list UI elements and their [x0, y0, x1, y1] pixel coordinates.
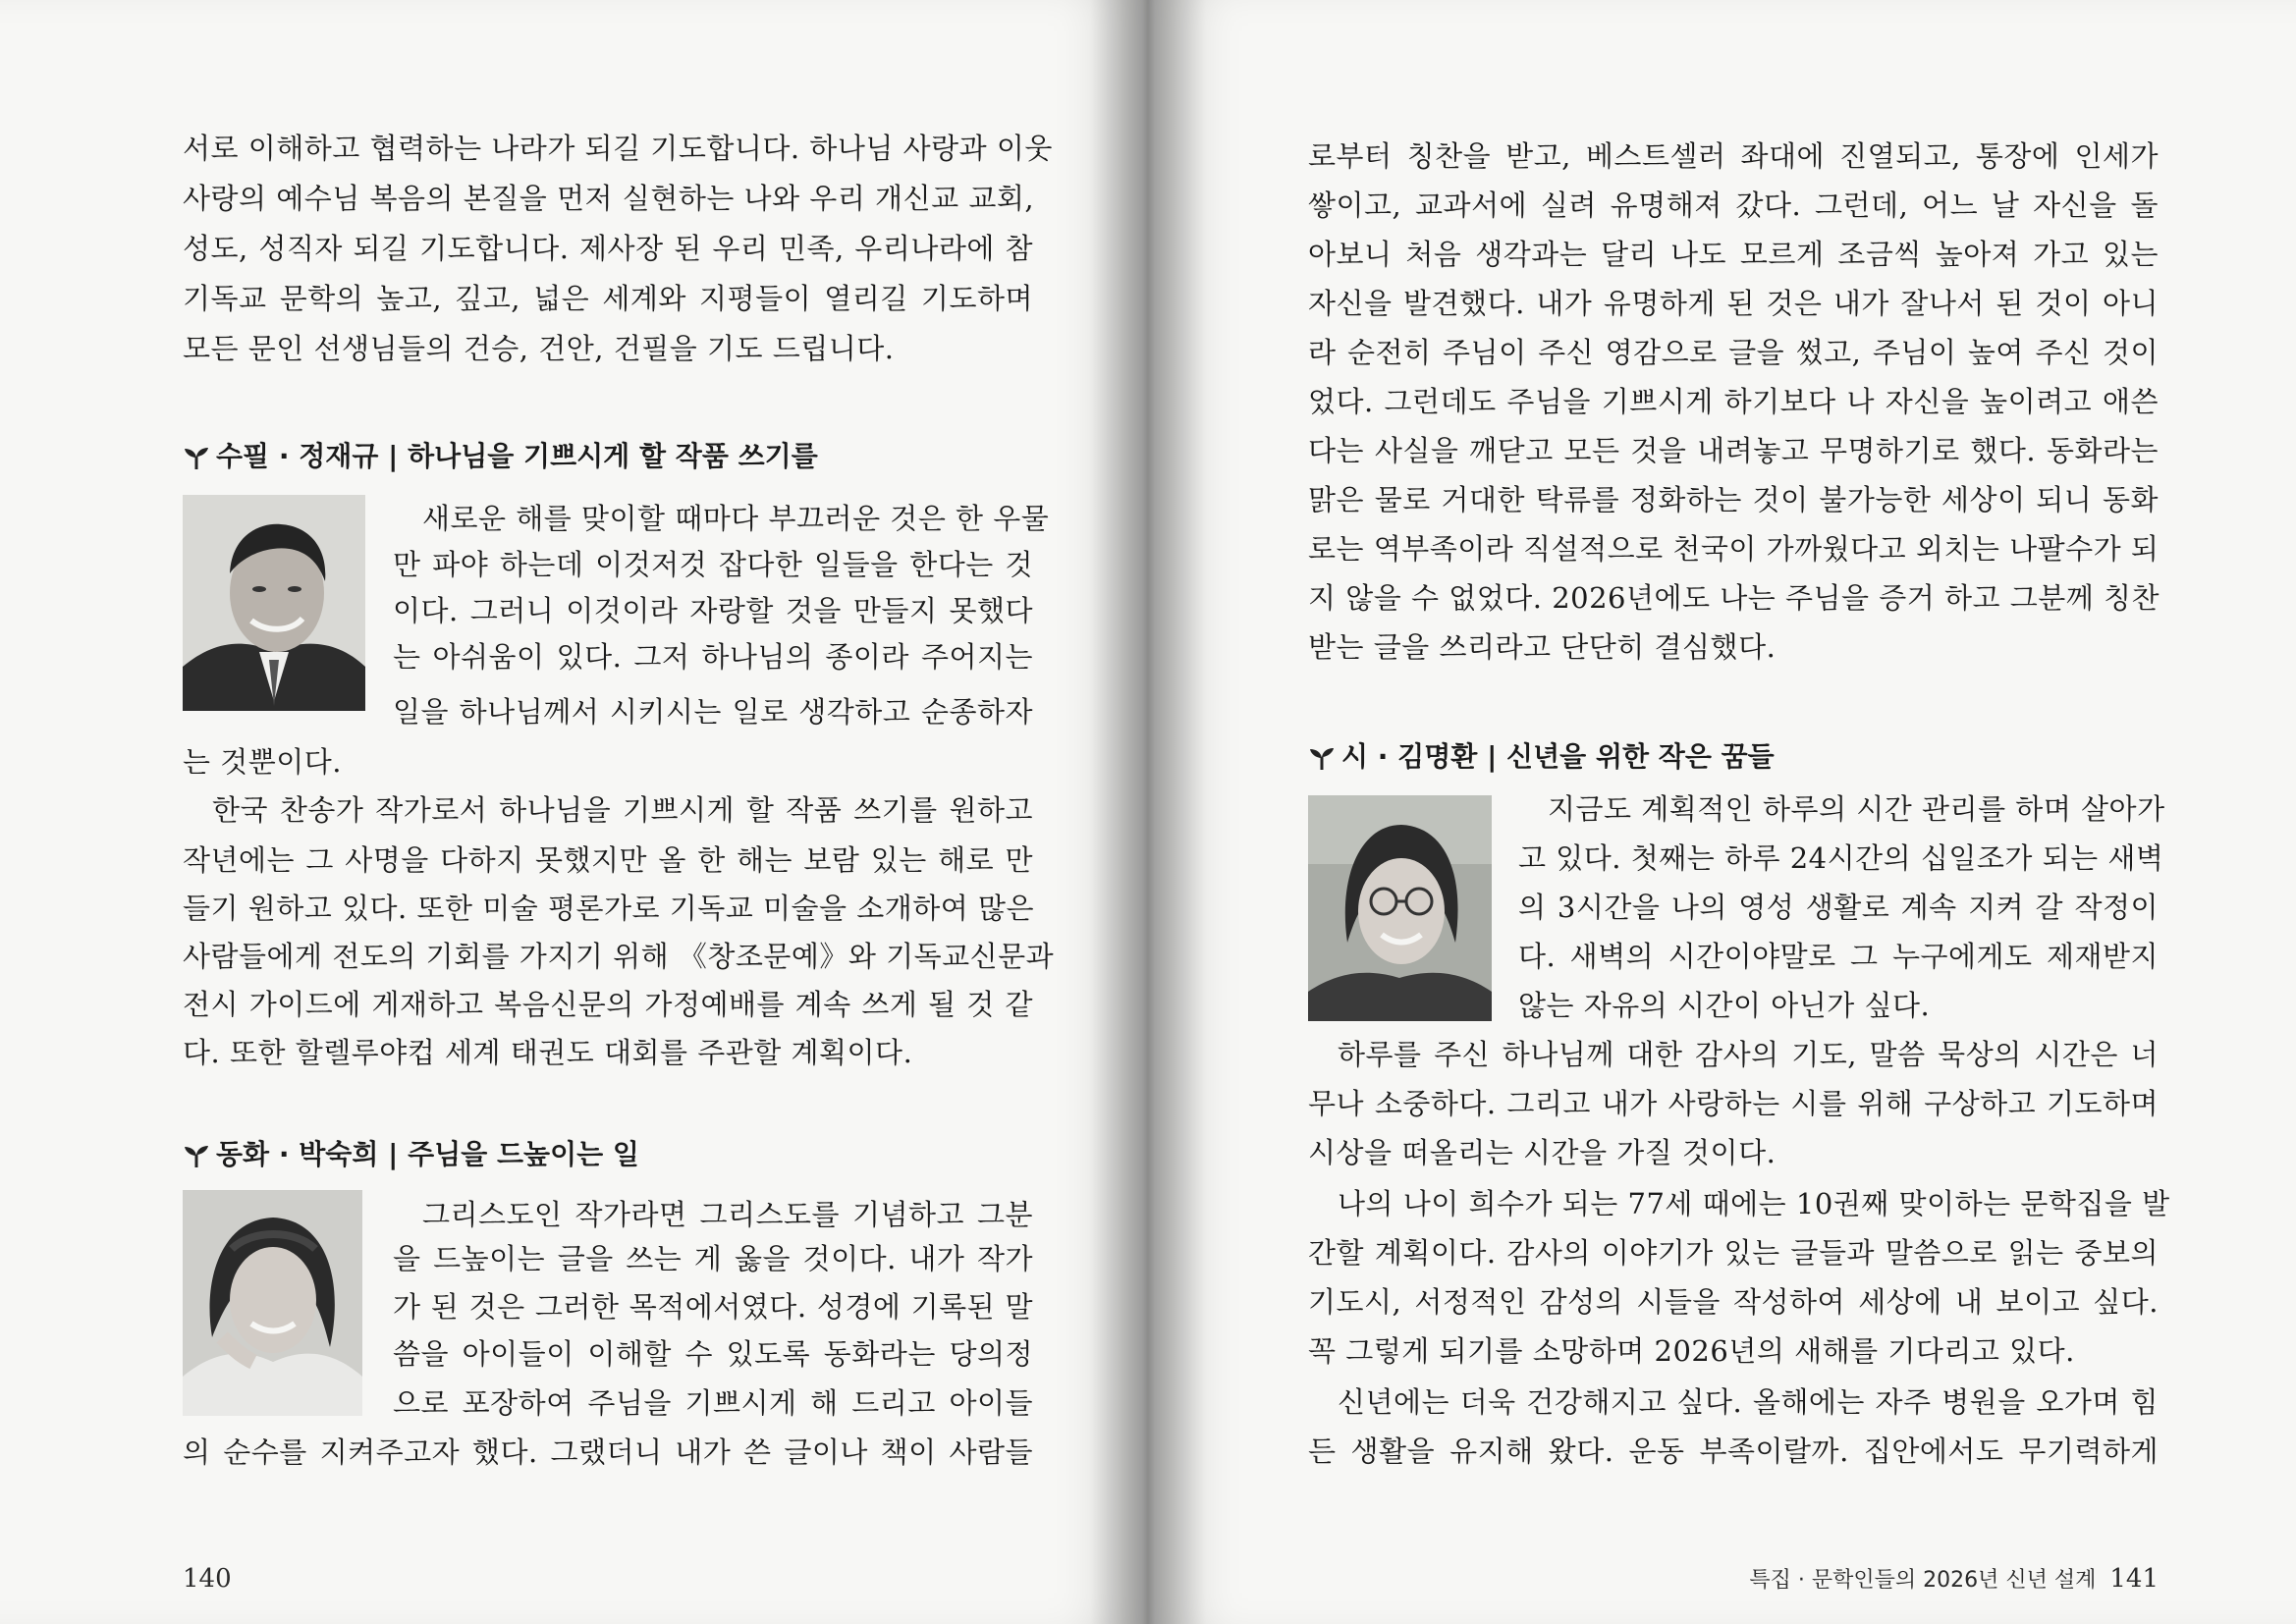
- page-number: 141: [2109, 1564, 2159, 1594]
- page-number: 140: [183, 1564, 232, 1594]
- text-line: 모든 문인 선생님들의 건승, 건안, 건필을 기도 드립니다.: [183, 332, 895, 365]
- text-line: 맑은 물로 거대한 탁류를 정화하는 것이 불가능한 세상이 되니 동화: [1308, 483, 2159, 516]
- author-photo: [183, 495, 365, 711]
- text-line: 든 생활을 유지해 왔다. 운동 부족이랄까. 집안에서도 무기력하게: [1308, 1435, 2159, 1468]
- text-line: 시상을 떠올리는 시간을 가질 것이다.: [1308, 1136, 1777, 1169]
- text-line: 다는 사실을 깨닫고 모든 것을 내려놓고 무명하기로 했다. 동화라는: [1308, 434, 2159, 467]
- text-line: 아보니 처음 생각과는 달리 나도 모르게 조금씩 높아져 가고 있는: [1308, 238, 2159, 271]
- text-line: 작년에는 그 사명을 다하지 못했지만 올 한 해는 보람 있는 해로 만: [183, 843, 1033, 877]
- text-line: 기도시, 서정적인 감성의 시들을 작성하여 세상에 내 보이고 싶다.: [1308, 1285, 2159, 1319]
- text-line: 었다. 그런데도 주님을 기쁘시게 하기보다 나 자신을 높이려고 애쓴: [1308, 385, 2159, 418]
- text-line: 성도, 성직자 되길 기도합니다. 제사장 된 우리 민족, 우리나라에 참: [183, 232, 1033, 265]
- text-line: 가 된 것은 그러한 목적에서였다. 성경에 기록된 말: [393, 1290, 1033, 1324]
- author-photo: [1308, 795, 1492, 1021]
- text-line: 자신을 발견했다. 내가 유명하게 된 것은 내가 잘나서 된 것이 아니: [1308, 287, 2159, 320]
- text-line: 라 순전히 주님이 주신 영감으로 글을 썼고, 주님이 높여 주신 것이: [1308, 336, 2159, 369]
- text-line: 다. 새벽의 시간이야말로 그 누구에게도 제재받지: [1518, 940, 2159, 973]
- text-line: 한국 찬송가 작가로서 하나님을 기쁘시게 할 작품 쓰기를 원하고: [212, 793, 1033, 827]
- text-line: 로부터 칭찬을 받고, 베스트셀러 좌대에 진열되고, 통장에 인세가: [1308, 139, 2159, 173]
- text-line: 의 3시간을 나의 영성 생활로 계속 지켜 갈 작정이: [1518, 891, 2159, 924]
- text-line: 않는 자유의 시간이 아닌가 싶다.: [1518, 989, 1931, 1022]
- text-line: 씀을 아이들이 이해할 수 있도록 동화라는 당의정: [393, 1337, 1033, 1371]
- text-line: 신년에는 더욱 건강해지고 싶다. 올해에는 자주 병원을 오가며 힘: [1338, 1385, 2159, 1419]
- text-line: 만 파야 하는데 이것저것 잡다한 일들을 한다는 것: [393, 548, 1033, 581]
- text-line: 새로운 해를 맞이할 때마다 부끄러운 것은 한 우물: [422, 502, 1050, 535]
- page-footer: [1749, 1564, 2159, 1596]
- text-line: 로는 역부족이라 직설적으로 천국이 가까웠다고 외치는 나팔수가 되: [1308, 532, 2159, 566]
- text-line: 무나 소중하다. 그리고 내가 사랑하는 시를 위해 구상하고 기도하며: [1308, 1087, 2159, 1120]
- section-heading: [1308, 738, 1775, 776]
- text-line: 을 드높이는 글을 쓰는 게 옳을 것이다. 내가 작가: [393, 1242, 1033, 1275]
- text-line: 다. 또한 할렐루야컵 세계 태권도 대회를 주관할 계획이다.: [183, 1036, 913, 1069]
- text-line: 기독교 문학의 높고, 깊고, 넓은 세계와 지평들이 열리길 기도하며: [183, 282, 1033, 315]
- section-heading-text: 동화 · 박숙희 | 주님을 드높이는 일: [216, 1138, 639, 1170]
- text-line: 의 순수를 지켜주고자 했다. 그랬더니 내가 쓴 글이나 책이 사람들: [183, 1435, 1033, 1469]
- text-line: 꼭 그렇게 되기를 소망하며 2026년의 새해를 기다리고 있다.: [1308, 1334, 2075, 1368]
- text-line: 는 것뿐이다.: [183, 745, 343, 779]
- author-photo: [183, 1190, 362, 1416]
- text-line: 간할 계획이다. 감사의 이야기가 있는 글들과 말씀으로 읽는 중보의: [1308, 1236, 2159, 1270]
- section-heading-text: 시 · 김명환 | 신년을 위한 작은 꿈들: [1341, 740, 1775, 773]
- text-line: 들기 원하고 있다. 또한 미술 평론가로 기독교 미술을 소개하여 많은: [183, 892, 1035, 925]
- section-heading: [183, 438, 818, 475]
- text-line: 쌓이고, 교과서에 실려 유명해져 갔다. 그런데, 어느 날 자신을 돌: [1308, 189, 2159, 222]
- text-line: 고 있다. 첫째는 하루 24시간의 십일조가 되는 새벽: [1518, 841, 2164, 875]
- text-line: 전시 가이드에 게재하고 복음신문의 가정예배를 계속 쓰게 될 것 같: [183, 988, 1033, 1021]
- text-line: 나의 나이 희수가 되는 77세 때에는 10권째 맞이하는 문학집을 발: [1338, 1187, 2170, 1220]
- text-line: 서로 이해하고 협력하는 나라가 되길 기도합니다. 하나님 사랑과 이웃: [183, 132, 1053, 165]
- right-page: [1148, 0, 2296, 1624]
- text-line: 는 아쉬움이 있다. 그저 하나님의 종이라 주어지는: [393, 640, 1033, 674]
- text-line: 으로 포장하여 주님을 기쁘시게 해 드리고 아이들: [393, 1386, 1033, 1420]
- text-line: 이다. 그러니 이것이라 자랑할 것을 만들지 못했다: [393, 594, 1033, 627]
- text-line: 일을 하나님께서 시키시는 일로 생각하고 순종하자: [393, 695, 1033, 729]
- sprout-icon: [1308, 744, 1336, 772]
- sprout-icon: [183, 444, 210, 471]
- text-line: 지 않을 수 없었다. 2026년에도 나는 주님을 증거 하고 그분께 칭찬: [1308, 581, 2160, 615]
- sprout-icon: [183, 1142, 210, 1169]
- section-heading: [183, 1136, 639, 1173]
- text-line: 사람들에게 전도의 기회를 가지기 위해 《창조문예》와 기독교신문과: [183, 940, 1055, 973]
- text-line: 지금도 계획적인 하루의 시간 관리를 하며 살아가: [1548, 792, 2165, 826]
- text-line: 사랑의 예수님 복음의 본질을 먼저 실현하는 나와 우리 개신교 교회,: [183, 182, 1035, 215]
- text-line: 받는 글을 쓰리라고 단단히 결심했다.: [1308, 630, 1777, 664]
- section-heading-text: 수필 · 정재규 | 하나님을 기쁘시게 할 작품 쓰기를: [216, 440, 818, 472]
- text-line: 그리스도인 작가라면 그리스도를 기념하고 그분: [422, 1198, 1033, 1231]
- text-line: 하루를 주신 하나님께 대한 감사의 기도, 말씀 묵상의 시간은 너: [1338, 1038, 2159, 1071]
- running-head: 특집 · 문학인들의 2026년 신년 설계: [1749, 1568, 2097, 1593]
